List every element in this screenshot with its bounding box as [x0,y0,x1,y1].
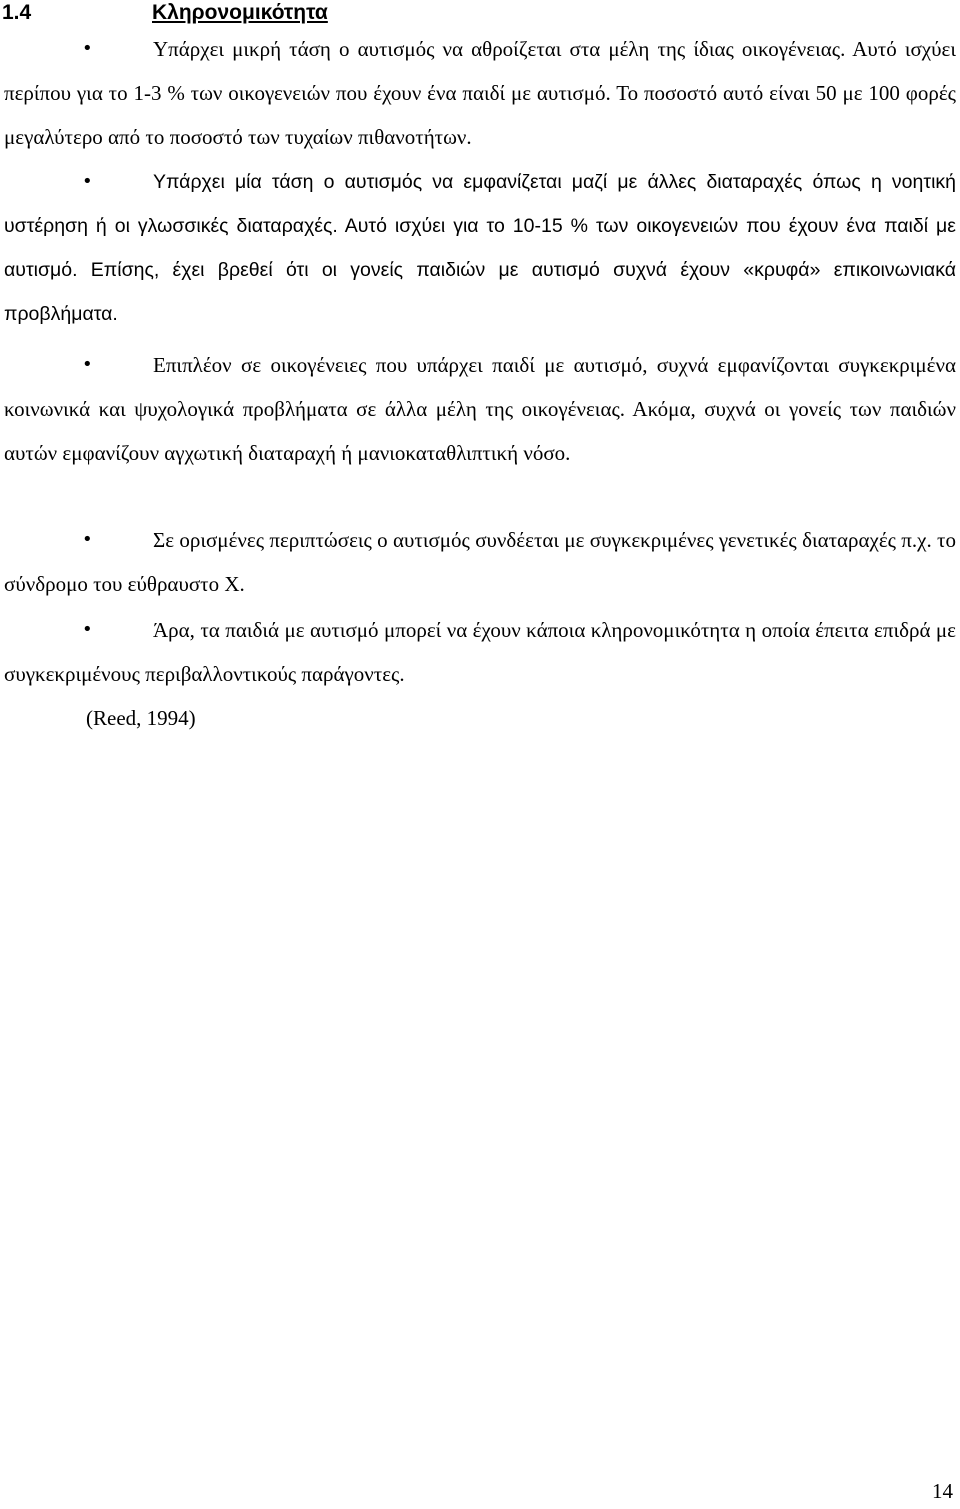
bullet-icon: • [82,619,93,640]
paragraph-5: Άρα, τα παιδιά με αυτισμό μπορεί να έχουν κάποια κληρονομικότητα η οποία έπειτα επιδρά με συγκεκριμένους περιβαλλοντικούς παράγοντες. [4,618,956,686]
bullet-icon: • [82,38,93,59]
citation: (Reed, 1994) [86,706,196,730]
paragraph-3: Επιπλέον σε οικογένειες που υπάρχει παιδί με αυτισμό, συχνά εμφανίζονται συγκεκριμένα κοινωνικά και ψυχολογικά προβλήματα σε άλλα μέλη της οικογένειας. Ακόμα, συχνά οι γονείς των παιδιών αυτών εμφανίζουν αγχωτική διαταραχή ή μανιοκαταθλιπτική νόσο. [4,353,956,465]
paragraph-4: Σε ορισμένες περιπτώσεις ο αυτισμός συνδέεται με συγκεκριμένες γενετικές διαταραχές π.χ. το σύνδρομο του εύθραυστο Χ. [4,528,956,596]
paragraph-2: Υπάρχει μία τάση ο αυτισμός να εμφανίζεται μαζί με άλλες διαταραχές όπως η νοητική υστέρηση ή οι γλωσσικές διαταραχές. Αυτό ισχύει για το 10-15 % των οικογενειών που έχουν ένα παιδί με αυτισμό. Επίσης, έχει βρεθεί ότι οι γονείς παιδιών με αυτισμό συχνά έχουν «κρυφά» επικοινωνιακά προβλήματα. [4,171,956,325]
bullet-icon: • [82,354,93,375]
section-title: Κληρονομικότητα [152,1,328,24]
paragraph-1: Υπάρχει μικρή τάση ο αυτισμός να αθροίζεται στα μέλη της ίδιας οικογένειας. Αυτό ισχύει περίπου για το 1-3 % των οικογενειών που έχουν ένα παιδί με αυτισμό. Το ποσοστό αυτό είναι 50 με 100 φορές μεγαλύτερο από το ποσοστό των τυχαίων πιθανοτήτων. [4,37,956,149]
page-number: 14 [932,1479,953,1503]
section-number: 1.4 [2,1,32,24]
bullet-icon: • [82,171,93,192]
section-heading [2,0,328,26]
bullet-icon: • [82,529,93,550]
